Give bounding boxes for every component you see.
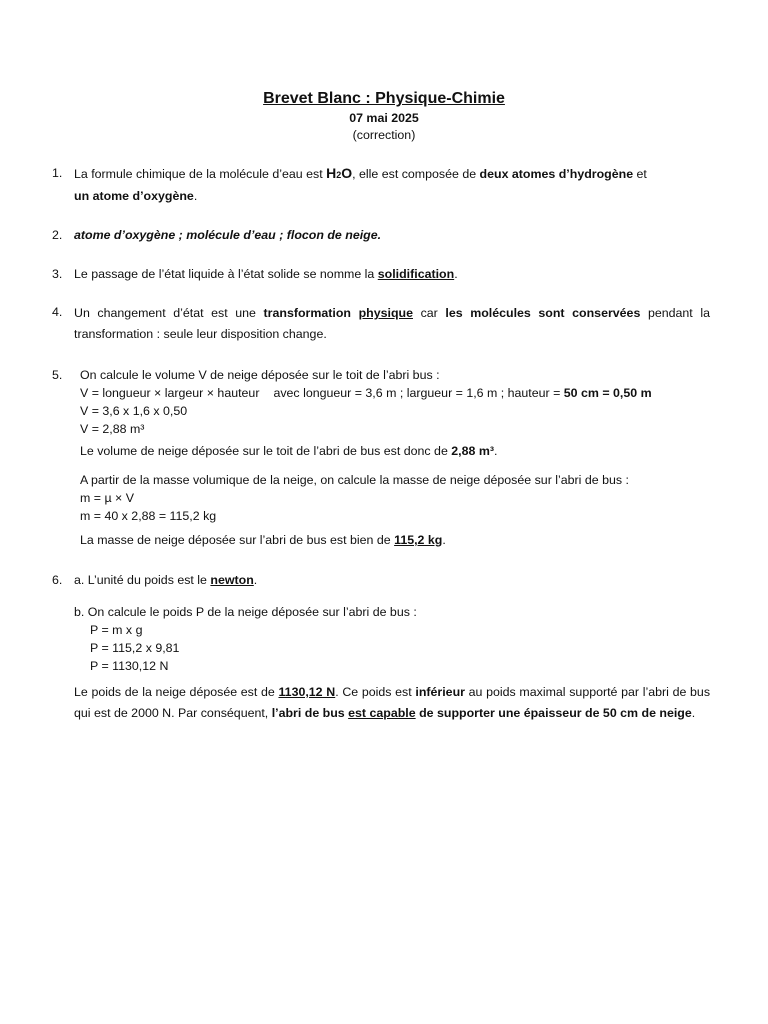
text-line <box>80 531 710 549</box>
text: a. L’unité du poids est le <box>74 573 211 587</box>
text-line: b. On calcule le poids P de la neige déposée sur l’abri de bus : <box>74 605 417 619</box>
text-line <box>80 384 710 402</box>
text-line: V = 2,88 m³ <box>80 422 145 436</box>
text: . <box>454 267 458 281</box>
answer-number: 5. <box>52 368 63 382</box>
text: car <box>412 306 446 320</box>
document-date: 07 mai 2025 <box>349 111 419 125</box>
text-line: m = 40 x 2,88 = 115,2 kg <box>80 509 217 523</box>
answer-1 <box>52 164 710 204</box>
answer-text <box>74 164 710 205</box>
text: . <box>253 573 258 587</box>
answer-number: 2. <box>52 228 63 242</box>
answer-text <box>74 682 710 724</box>
text-line <box>80 442 710 460</box>
text: . <box>193 189 198 203</box>
text-line: P = m x g <box>90 623 143 637</box>
answer-text <box>74 303 710 345</box>
text: au poids maximal supporté par l’abri de bus qui est de 2000 N. Par conséquent, <box>74 685 711 720</box>
answer-number: 3. <box>52 267 63 281</box>
text: La formule chimique de la molécule d’eau est <box>74 167 327 181</box>
formula-h: H <box>326 165 337 181</box>
italic-text: atome d’oxygène ; molécule d’eau ; flocon de neige. <box>74 228 382 242</box>
text: V = longueur × largeur × hauteur <box>80 386 260 400</box>
underlined-text: physique <box>358 306 413 320</box>
underlined-text: 115,2 kg <box>394 533 443 547</box>
answer-number: 1. <box>52 166 63 180</box>
text: , elle est composée de <box>352 167 480 181</box>
underlined-text: 1130,12 N <box>278 685 336 699</box>
answer-text <box>80 366 710 549</box>
text-line: On calcule le volume V de neige déposée sur le toit de l’abri bus : <box>80 368 440 382</box>
answer-text <box>74 265 710 283</box>
bold-text: de supporter une épaisseur de 50 cm de neige <box>415 706 692 720</box>
bold-text: transformation <box>263 306 351 320</box>
text: . <box>442 533 446 547</box>
text: Le poids de la neige déposée est de <box>74 685 279 699</box>
document-header <box>0 88 768 144</box>
formula-o: O <box>341 165 353 181</box>
bold-text: les molécules sont conservées <box>445 306 641 320</box>
formula-subscript: 2 <box>336 170 342 180</box>
text: Le passage de l’état liquide à l’état solide se nomme la <box>74 267 378 281</box>
text-line: m = µ × V <box>80 491 134 505</box>
answer-text <box>74 226 710 244</box>
underlined-text: solidification <box>377 267 455 281</box>
text: . <box>493 444 498 458</box>
text: La masse de neige déposée sur l’abri de bus est bien de <box>80 533 395 547</box>
text: Le volume de neige déposée sur le toit de l’abri de bus est donc de <box>80 444 452 458</box>
document-title: Brevet Blanc : Physique-Chimie <box>263 90 505 107</box>
text-line: P = 1130,12 N <box>90 659 169 673</box>
text-line <box>74 571 710 589</box>
document-subtitle: (correction) <box>352 128 416 142</box>
text: Un changement d’état est une <box>74 306 264 320</box>
text-line: V = 3,6 x 1,6 x 0,50 <box>80 404 188 418</box>
answer-text <box>74 571 710 675</box>
underlined-text: est capable <box>348 706 416 720</box>
bold-text: 50 cm = 0,50 m <box>563 386 652 400</box>
answer-number: 4. <box>52 305 63 319</box>
text-line: P = 115,2 x 9,81 <box>90 641 180 655</box>
bold-text: l’abri de bus <box>271 706 345 720</box>
bold-text: un atome d’oxygène <box>74 189 194 203</box>
text: . <box>691 706 696 720</box>
bold-text: deux atomes d’hydrogène <box>479 167 634 181</box>
underlined-text: newton <box>210 573 254 587</box>
text: avec longueur = 3,6 m ; largueur = 1,6 m ; hauteur = <box>273 386 564 400</box>
text: . Ce poids est <box>335 685 416 699</box>
answer-number: 6. <box>52 573 63 587</box>
text: et <box>633 167 647 181</box>
bold-text: inférieur <box>415 685 465 699</box>
text-line: A partir de la masse volumique de la neige, on calcule la masse de neige déposée sur l’abri de bus : <box>80 473 629 487</box>
text: pendant la transformation : seule leur disposition change. <box>74 306 710 341</box>
bold-text: 2,88 m³ <box>451 444 494 458</box>
